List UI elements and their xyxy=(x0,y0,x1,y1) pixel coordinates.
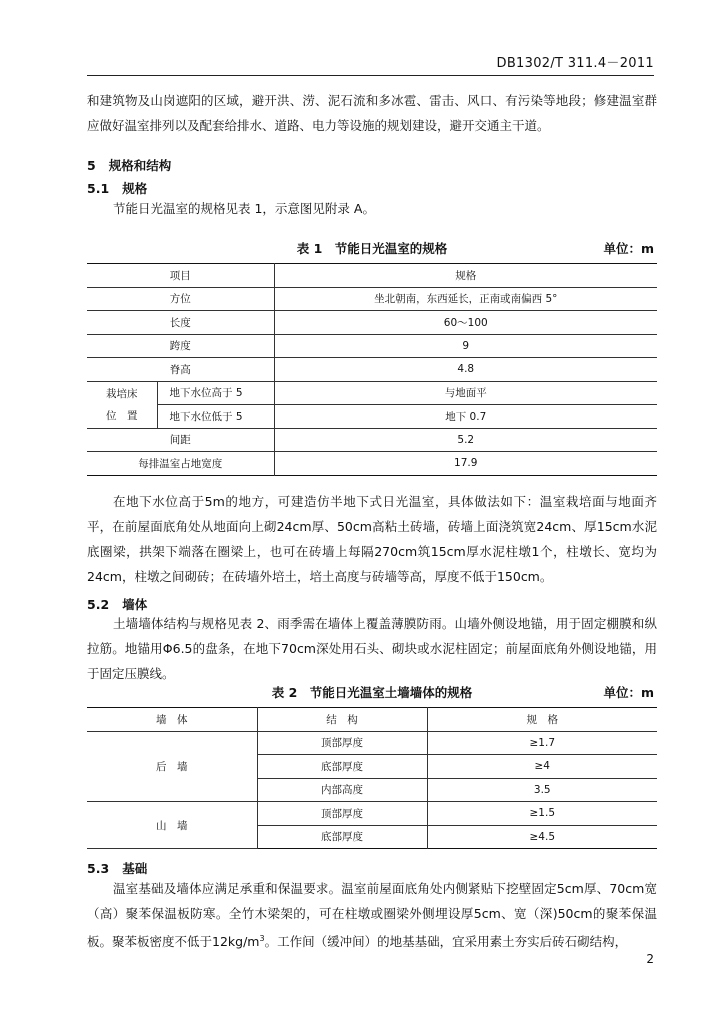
bed-position-cell xyxy=(87,381,157,428)
table-row xyxy=(87,381,657,405)
table-2-caption: 表 2 节能日光温室土墙墙体的规格 xyxy=(271,685,473,700)
table-cell: 地下水位高于 5 xyxy=(157,381,274,405)
section-5-3-text-part-1: 温室基础及墙体应满足承重和保温要求。温室前屋面底角处内侧紧贴下挖壁固定5cm厚、70cm宽（高）聚苯保温板防寒。全竹木梁架的，可在柱墩或圈梁外侧埋设厚5cm、宽（深)50cm的聚苯保温板。聚苯板密度不低于12kg/m xyxy=(87,881,657,950)
table-cell: 内部高度 xyxy=(257,778,427,802)
page-number: 2 xyxy=(646,952,654,966)
table-cell: 顶部厚度 xyxy=(257,731,427,755)
table-cell: 9 xyxy=(274,334,657,358)
table-header-cell: 规 格 xyxy=(427,708,657,732)
table-header-cell: 规格 xyxy=(274,264,657,288)
standard-code: DB1302/T 311.4－2011 xyxy=(496,56,654,71)
table-cell: 间距 xyxy=(87,428,274,452)
table-cell: 5.2 xyxy=(274,428,657,452)
table-row xyxy=(87,264,657,288)
table-cell: 底部厚度 xyxy=(257,755,427,779)
table-1-unit: 单位：m xyxy=(603,241,654,256)
table-cell: 每排温室占地宽度 xyxy=(87,452,274,476)
table-cell: 方位 xyxy=(87,287,274,311)
table-cell: ≥1.5 xyxy=(427,802,657,826)
intro-paragraph: 和建筑物及山岗遮阳的区域，避开洪、涝、泥石流和多冰雹、雷击、风口、有污染等地段；修建温室群应做好温室排列以及配套给排水、道路、电力等设施的规划建设，避开交通主干道。 xyxy=(87,93,657,133)
section-title: 墙体 xyxy=(122,597,148,612)
table-cell: 长度 xyxy=(87,311,274,335)
section-5-2-text: 土墙墙体结构与规格见表 2、雨季需在墙体上覆盖薄膜防雨。山墙外侧设地锚，用于固定棚膜和纵拉筋。地锚用Φ6.5的盘条，在地下70cm深处用石头、砌块或水泥柱固定；前屋面底角外侧设地锚，用于固定压膜线。 xyxy=(87,616,657,681)
bed-label: 位 置 xyxy=(106,409,138,422)
table-header-cell: 墙 体 xyxy=(87,708,257,732)
table-cell: ≥4.5 xyxy=(427,825,657,849)
table-row xyxy=(87,358,657,382)
section-number: 5 xyxy=(87,158,96,173)
table-cell: 跨度 xyxy=(87,334,274,358)
paragraph-after-table-1: 在地下水位高于5m的地方，可建造仿半地下式日光温室，具体做法如下：温室栽培面与地面齐平，在前屋面底角处从地面向上砌24cm厚、50cm高粘土砖墙，砖墙上面浇筑宽24cm、厚15cm水泥底圈梁，拱架下端落在圈梁上，也可在砖墙上每隔270cm筑15cm厚水泥柱墩1个，柱墩长、宽均为24cm，柱墩之间砌砖；在砖墙外培土，培土高度与砖墙等高，厚度不低于150cm。 xyxy=(87,494,657,584)
table-cell: 地下水位低于 5 xyxy=(157,405,274,429)
table-cell: 顶部厚度 xyxy=(257,802,427,826)
section-number: 5.3 xyxy=(87,861,110,876)
section-number: 5.2 xyxy=(87,597,110,612)
table-row xyxy=(87,311,657,335)
table-cell: 17.9 xyxy=(274,452,657,476)
section-title: 规格和结构 xyxy=(108,158,172,173)
table-cell: ≥4 xyxy=(427,755,657,779)
section-title: 规格 xyxy=(122,181,148,196)
section-number: 5.1 xyxy=(87,181,110,196)
section-5-3-text-part-2: 。工作间（缓冲间）的地基基础，宜采用素土夯实后砖石砌结构， xyxy=(264,934,628,950)
table-2 xyxy=(87,707,657,849)
table-header-cell: 结 构 xyxy=(257,708,427,732)
table-1-caption: 表 1 节能日光温室的规格 xyxy=(296,241,448,256)
section-5-1-heading xyxy=(87,179,147,197)
bed-label: 栽培床 xyxy=(106,387,138,400)
back-wall-cell: 后 墙 xyxy=(87,731,257,802)
table-cell: 地下 0.7 xyxy=(274,405,657,429)
header-divider xyxy=(87,75,654,76)
table-1 xyxy=(87,263,657,476)
table-row xyxy=(87,334,657,358)
table-cell: ≥1.7 xyxy=(427,731,657,755)
table-cell: 底部厚度 xyxy=(257,825,427,849)
table-row xyxy=(87,452,657,476)
table-row xyxy=(87,287,657,311)
section-5-1-text: 节能日光温室的规格见表 1，示意图见附录 A。 xyxy=(113,201,375,216)
gable-wall-cell: 山 墙 xyxy=(87,802,257,849)
section-title: 基础 xyxy=(122,861,148,876)
table-cell: 60～100 xyxy=(274,311,657,335)
table-row xyxy=(87,708,657,732)
table-row xyxy=(87,428,657,452)
superscript: 3 xyxy=(259,934,265,943)
table-cell: 3.5 xyxy=(427,778,657,802)
table-cell: 4.8 xyxy=(274,358,657,382)
section-5-heading xyxy=(87,156,171,174)
table-cell: 与地面平 xyxy=(274,381,657,405)
table-cell: 脊高 xyxy=(87,358,274,382)
section-5-3-text xyxy=(87,876,657,954)
table-2-unit: 单位：m xyxy=(603,685,654,700)
table-row xyxy=(87,405,657,429)
table-header-cell: 项目 xyxy=(87,264,274,288)
section-5-3-heading xyxy=(87,859,147,877)
table-row xyxy=(87,731,657,755)
table-cell: 坐北朝南，东西延长，正南或南偏西 5° xyxy=(274,287,657,311)
table-row xyxy=(87,802,657,826)
